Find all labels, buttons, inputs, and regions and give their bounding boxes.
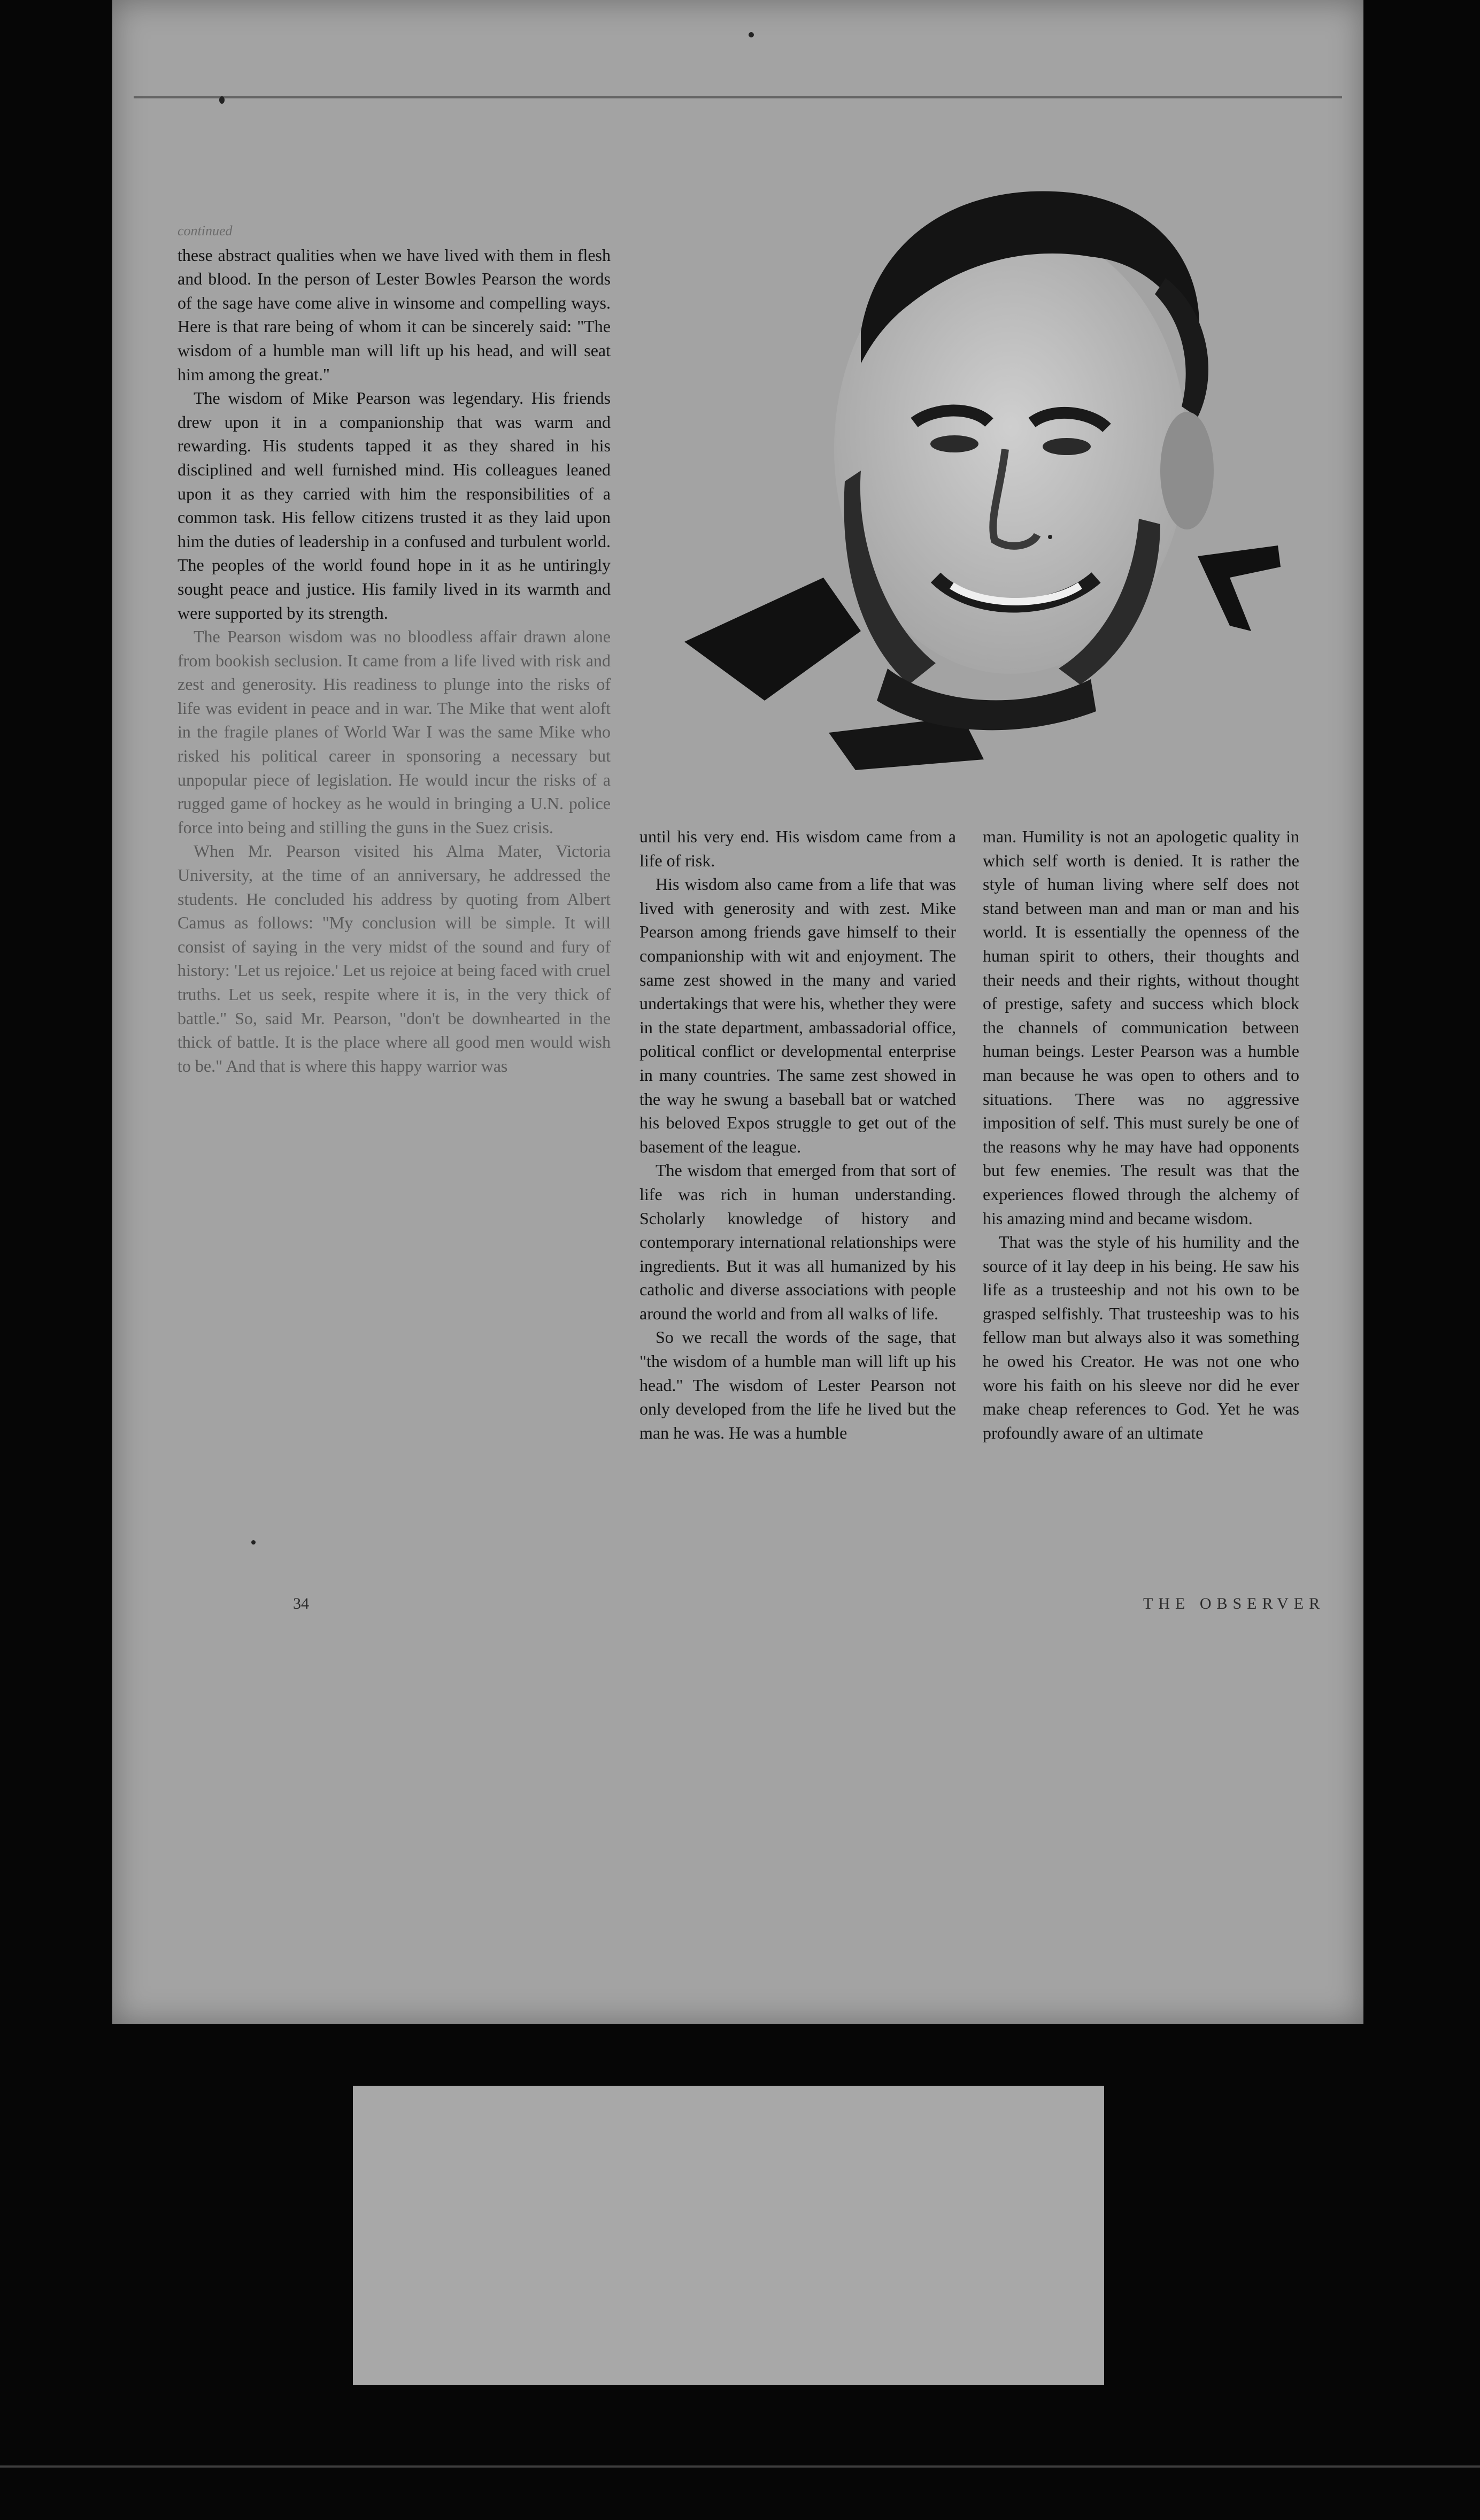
portrait-photo [684, 171, 1294, 802]
paragraph: until his very end. His wisdom came from a life of risk. [639, 827, 956, 870]
film-edge-line [0, 2465, 1480, 2468]
paragraph: His wisdom also came from a life that was lived with generosity and with zest. Mike Pearson among friends gave himself to their companionship with wit and enjoyment. The same zest showed in the many and varied undertakings that were his, whether they were in the state department, ambassadorial office, political conflict or developmental enterprise in many countries. The same zest showed in the way he swung a baseball bat or watched his beloved Expos struggle to get out of the basement of the league. [639, 874, 956, 1156]
dust-speck [749, 32, 754, 37]
paragraph: So we recall the words of the sage, that "the wisdom of a humble man will lift up his head." The wisdom of Lester Pearson not only developed from the life he lived but the man he was. He was a humble [639, 1327, 956, 1442]
dust-speck [1048, 535, 1052, 539]
dust-speck [219, 96, 225, 104]
paragraph: When Mr. Pearson visited his Alma Mater, Victoria University, at the time of an anniversary, he addressed the students. He concluded his address by quoting from Albert Camus as follows: "My conclusion will be simple. It will consist of saying in the very midst of the sound and fury of history: 'Let us rejoice.' Let us rejoice at being faced with cruel truths. Let us seek, respite where it is, in the very thick of battle." So, said Mr. Pearson, "don't be downhearted in the thick of battle. It is the place where all good men would wish to be." And that is where this happy warrior was [178, 841, 611, 1075]
dust-speck [251, 1540, 256, 1545]
publication-name: THE OBSERVER [1143, 1595, 1325, 1612]
article-column-1 [178, 219, 611, 1078]
blank-card [353, 2086, 1104, 2385]
paragraph: man. Humility is not an apologetic quality in which self worth is denied. It is rather the style of human living where self does not stand between man and man or man and his world. It is essentially the openness of the human spirit to others, their thoughts and their needs and their rights, without thought of prestige, safety and success which block the channels of communication between human beings. Lester Pearson was a humble man because he was open to others and to situations. There was no aggressive imposition of self. This must surely be one of the reasons why he may have had opponents but few enemies. The result was that the experiences flowed through the alchemy of his amazing mind and became wisdom. [983, 827, 1299, 1228]
paragraph: The wisdom of Mike Pearson was legendary. His friends drew upon it in a companionship that was warm and rewarding. His students tapped it as they shared in his disciplined and well furnished mind. His colleagues leaned upon it as they carried with him the responsibilities of a common task. His fellow citizens trusted it as they laid upon him the duties of leadership in a confused and turbulent world. The peoples of the world found hope in it as he untiringly sought peace and justice. His family lived in its warmth and were supported by its strength. [178, 388, 611, 623]
top-rule [134, 96, 1342, 98]
paragraph: That was the style of his humility and the source of it lay deep in his being. He saw his life as a trusteeship and not his own to be grasped selfishly. That trusteeship was to his fellow man but always also it was something he owed his Creator. He was not one who wore his faith on his sleeve nor did he ever make cheap references to God. Yet he was profoundly aware of an ultimate [983, 1232, 1299, 1442]
article-column-2 [639, 825, 956, 1445]
page-number: 34 [293, 1595, 309, 1612]
article-column-3 [983, 825, 1299, 1445]
paragraph: The Pearson wisdom was no bloodless affair drawn alone from bookish seclusion. It came from a life lived with risk and zest and generosity. His readiness to plunge into the risks of life was evident in peace and in war. The Mike that went aloft in the fragile planes of World War I was the same Mike who risked his political career in sponsoring a necessary but unpopular piece of legislation. He would incur the risks of a rugged game of hockey as he would in bringing a U.N. police force into being and stilling the guns in the Suez crisis. [178, 627, 611, 837]
paragraph: these abstract qualities when we have lived with them in flesh and blood. In the person of Lester Bowles Pearson the words of the sage have come alive in winsome and compelling ways. Here is that rare being of whom it can be sincerely said: "The wisdom of a humble man will lift up his head, and will seat him among the great." [178, 245, 611, 384]
continued-label: continued [178, 223, 233, 239]
paragraph: The wisdom that emerged from that sort of life was rich in human understanding. Scholarly knowledge of history and contemporary international relationships were ingredients. But it was all humanized by his catholic and diverse associations with people around the world and from all walks of life. [639, 1161, 956, 1323]
